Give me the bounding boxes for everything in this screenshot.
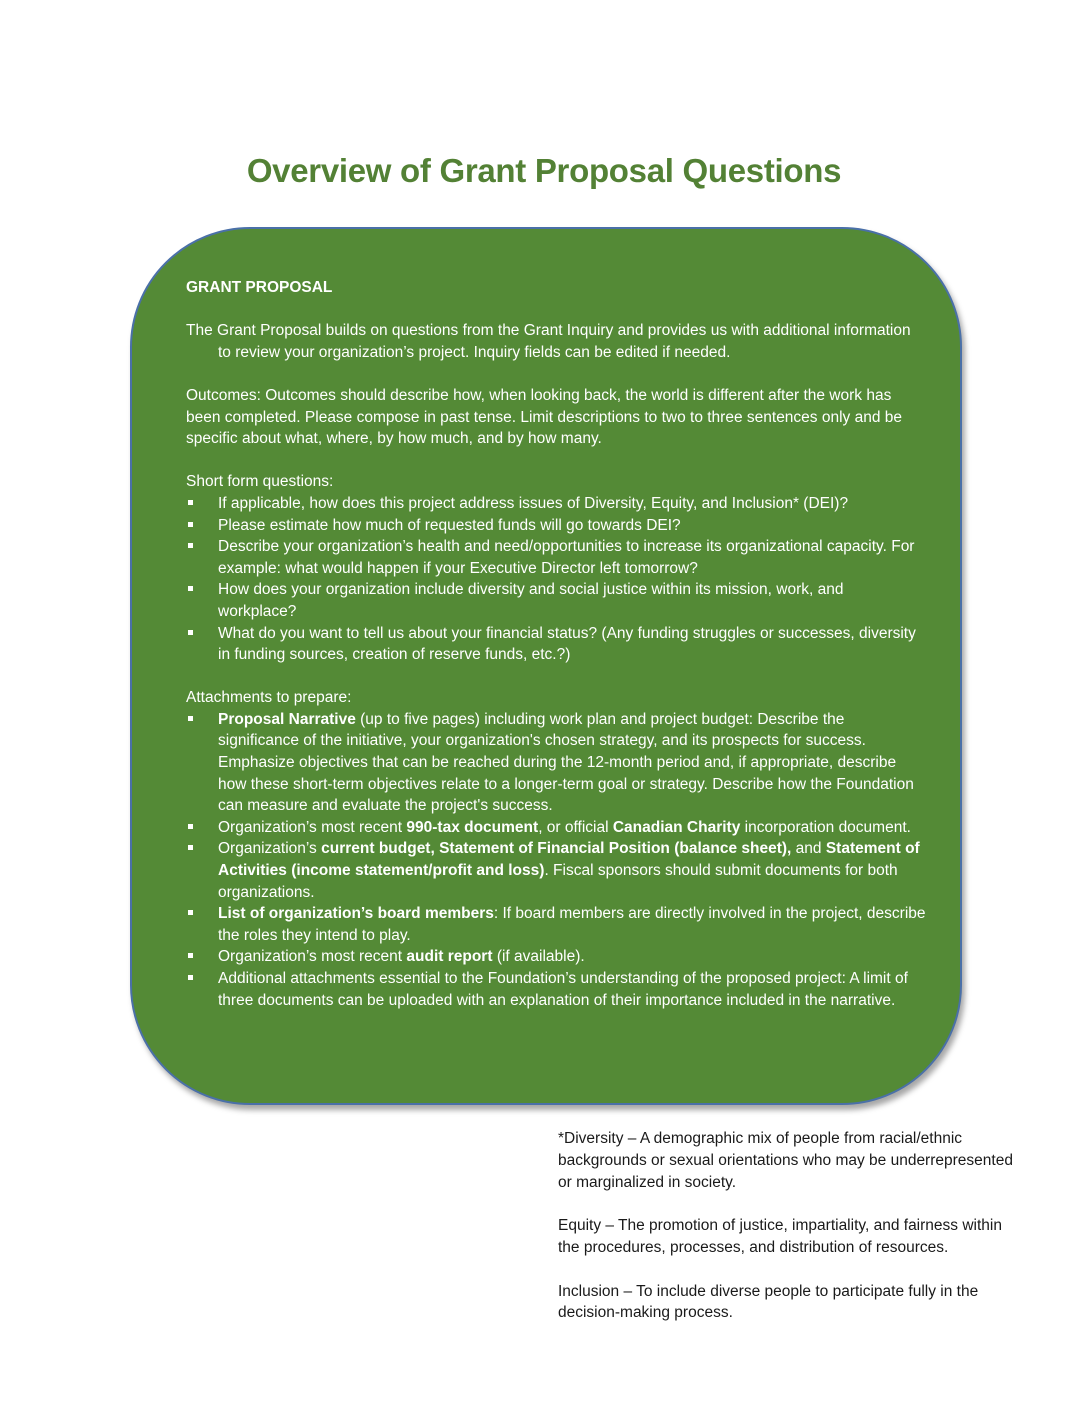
list-item <box>186 817 926 839</box>
list-item-text: What do you want to tell us about your financial status? (Any funding struggles or successes, diversity in funding sources, creation of reserve funds, etc.?) <box>218 624 916 664</box>
square-bullet-icon <box>188 543 193 548</box>
list-item-text: and <box>791 840 826 858</box>
list-item-text: If applicable, how does this project address issues of Diversity, Equity, and Inclusion* (DEI)? <box>218 494 849 512</box>
attachments-list <box>186 709 926 1011</box>
square-bullet-icon <box>188 716 193 721</box>
list-item-text: , or official <box>538 818 613 836</box>
list-item-text: . Fiscal sponsors should submit documents for both organizations. <box>218 862 898 901</box>
definitions-footnotes <box>558 1128 1018 1346</box>
list-item <box>186 623 926 666</box>
list-item-text: Additional attachments essential to the Foundation’s understanding of the proposed project: A limit of three documents can be uploaded with an explanation of their importance included in the narrative. <box>218 970 908 1009</box>
square-bullet-icon <box>188 630 193 635</box>
intro-paragraph: The Grant Proposal builds on questions from the Grant Inquiry and provides us with additional information to review your organization’s project. Inquiry fields can be edited if needed. <box>186 322 911 361</box>
list-item-text: How does your organization include diversity and social justice within its mission, work, and workplace? <box>218 581 844 620</box>
short-form-list <box>186 493 926 666</box>
page-title: Overview of Grant Proposal Questions <box>246 152 842 190</box>
outcomes-paragraph: Outcomes: Outcomes should describe how, when looking back, the world is different after the work has been completed. Please compose in past tense. Limit descriptions to two to three sentences only and be specific about what, where, by how much, and by how many. <box>186 386 903 448</box>
list-item-text: (up to five pages) including work plan and project budget: Describe the significance of the initiative, your organization's chosen strategy, and its prospects for success. Emphasize objectives that can be reached during the 12-month period and, if appropriate, describe how these short-term objectives relate to a longer-term goal or strategy. Describe how the Foundation can measure and evaluate the project's success. <box>218 710 914 815</box>
bold-term: audit report <box>406 948 493 966</box>
section-heading: GRANT PROPOSAL <box>186 279 333 296</box>
list-item-text: (if available). <box>492 948 585 966</box>
list-item <box>186 838 926 903</box>
list-item <box>186 579 926 622</box>
square-bullet-icon <box>188 845 193 850</box>
list-item-text: Organization’s most recent <box>218 948 407 966</box>
square-bullet-icon <box>188 500 193 505</box>
list-item <box>186 515 926 537</box>
list-item <box>186 709 926 817</box>
list-item <box>186 536 926 579</box>
panel-content <box>186 277 926 1011</box>
list-item-text: Describe your organization’s health and need/opportunities to increase its organizational capacity. For example: what would happen if your Executive Director left tomorrow? <box>218 538 915 577</box>
list-item <box>186 946 926 968</box>
bold-term: Canadian Charity <box>612 818 741 836</box>
bold-term: List of organization’s board members <box>218 905 494 923</box>
square-bullet-icon <box>188 975 193 980</box>
diversity-definition: *Diversity – A demographic mix of people from racial/ethnic backgrounds or sexual orientations who may be underrepresented or marginalized in society. <box>558 1130 1013 1191</box>
square-bullet-icon <box>188 953 193 958</box>
grant-proposal-panel <box>130 227 962 1105</box>
equity-definition: Equity – The promotion of justice, impartiality, and fairness within the procedures, processes, and distribution of resources. <box>558 1217 1002 1256</box>
bold-term: 990-tax document <box>406 818 539 836</box>
square-bullet-icon <box>188 522 193 527</box>
list-item-text: Organization’s <box>218 840 322 858</box>
attachments-label: Attachments to prepare: <box>186 689 352 707</box>
list-item <box>186 968 926 1011</box>
inclusion-definition: Inclusion – To include diverse people to participate fully in the decision-making process. <box>558 1282 979 1322</box>
square-bullet-icon <box>188 824 193 829</box>
list-item-text: Organization’s most recent <box>218 818 407 836</box>
list-item-text: : If board members are directly involved in the project, describe the roles they intend to play. <box>218 905 926 944</box>
short-form-label: Short form questions: <box>186 473 334 491</box>
list-item <box>186 903 926 946</box>
bold-term: Statement of Activities (income statement/profit and loss) <box>218 840 920 880</box>
list-item <box>186 493 926 515</box>
square-bullet-icon <box>188 586 193 591</box>
bold-term: Proposal Narrative <box>218 710 356 728</box>
square-bullet-icon <box>188 910 193 915</box>
bold-term: current budget, Statement of Financial Position (balance sheet), <box>321 840 792 858</box>
list-item-text: incorporation document. <box>740 818 911 836</box>
list-item-text: Please estimate how much of requested funds will go towards DEI? <box>218 516 681 534</box>
